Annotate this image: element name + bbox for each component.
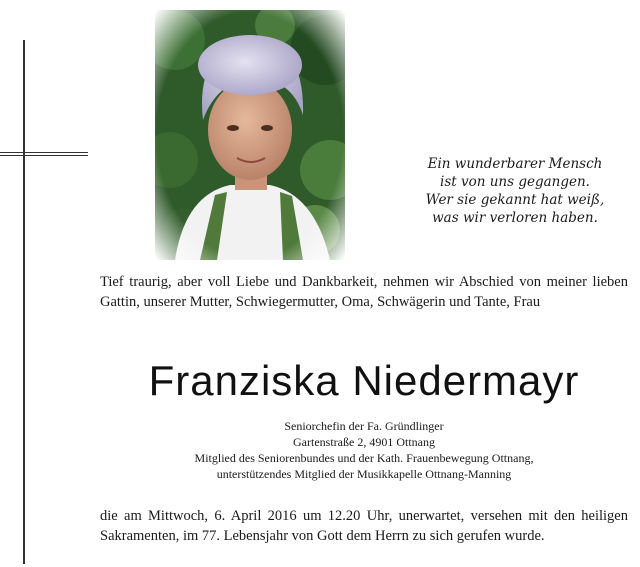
closing-paragraph: die am Mittwoch, 6. April 2016 um 12.20 Uhr, unerwartet, versehen mit den heiligen Sakramenten, im 77. Lebensjahr von Gott dem Herrn zu sich gerufen wurde. xyxy=(100,508,628,544)
deceased-details xyxy=(100,418,628,482)
intro-paragraph: Tief traurig, aber voll Liebe und Dankbarkeit, nehmen wir Abschied von meiner lieben Gattin, unserer Mutter, Schwiegermutter, Oma, Schwägerin und Tante, Frau xyxy=(100,274,628,310)
details-line: Mitglied des Seniorenbundes und der Kath. Frauenbewegung Ottnang, xyxy=(194,451,534,465)
details-line: unterstützendes Mitglied der Musikkapelle Ottnang-Manning xyxy=(216,467,512,481)
portrait-photo xyxy=(155,10,345,260)
details-line: Gartenstraße 2, 4901 Ottnang xyxy=(293,435,435,449)
quote-line: Ein wunderbarer Mensch xyxy=(427,156,603,172)
cross-vertical-bar xyxy=(23,40,25,564)
quote-line: was wir verloren haben. xyxy=(432,210,598,226)
cross-horizontal-bar xyxy=(0,152,88,156)
quote-line: ist von uns gegangen. xyxy=(440,174,590,190)
deceased-name: Franziska Niedermayr xyxy=(148,357,580,404)
memorial-quote xyxy=(400,155,630,227)
quote-line: Wer sie gekannt hat weiß, xyxy=(425,192,605,208)
details-line: Seniorchefin der Fa. Gründlinger xyxy=(284,419,444,433)
